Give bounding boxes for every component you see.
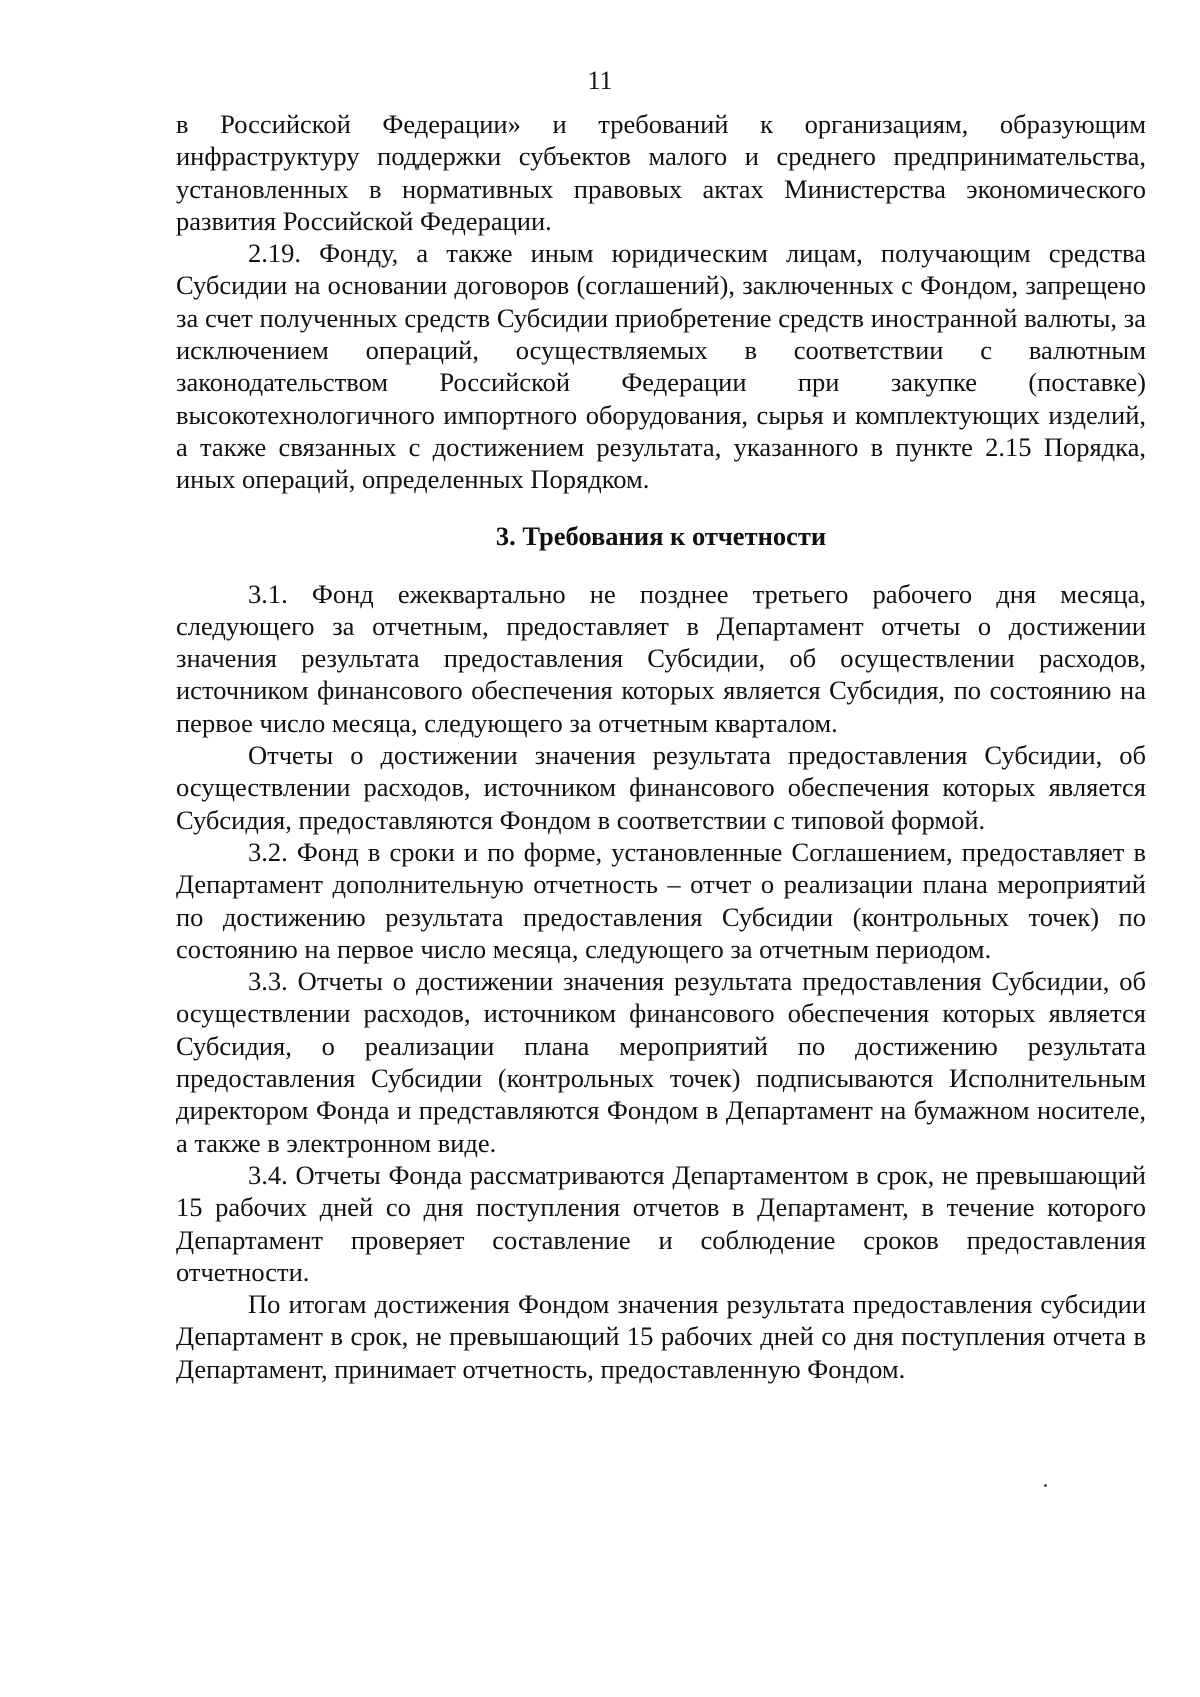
paragraph-2-19: 2.19. Фонду, а также иным юридическим лицам, получающим средства Субсидии на основании договоров (соглашений), заключенных с Фондом, запрещено за счет полученных средств Субсидии приобретение средств иностранной валюты, за исключением операций, осуществляемых в соответствии с валютным законодательством Российской Федерации при закупке (поставке) высокотехнологичного импортного оборудования, сырья и комплектующих изделий, а также связанных с достижением результата, указанного в пункте 2.15 Порядка, иных операций, определенных Порядком.: [176, 238, 1146, 495]
paragraph-3-1-reports: Отчеты о достижении значения результата предоставления Субсидии, об осуществлении расходов, источником финансового обеспечения которых является Субсидия, предоставляются Фондом в соответствии с типовой формой.: [176, 740, 1146, 835]
paragraph-3-4: 3.4. Отчеты Фонда рассматриваются Департаментом в срок, не превышающий 15 рабочих дней со дня поступления отчетов в Департамент, в течение которого Департамент проверяет составление и соблюдение сроков предоставления отчетности.: [176, 1159, 1146, 1287]
paragraph-3-1: 3.1. Фонд ежеквартально не позднее третьего рабочего дня месяца, следующего за отчетным, предоставляет в Департамент отчеты о достижении значения результата предоставления Субсидии, об осуществлении расходов, источником финансового обеспечения которых является Субсидия, по состоянию на первое число месяца, следующего за отчетным кварталом.: [176, 578, 1146, 738]
paragraph-3-3: 3.3. Отчеты о достижении значения результата предоставления Субсидии, об осуществлении расходов, источником финансового обеспечения которых является Субсидия, о реализации плана мероприятий по достижению результата предоставления Субсидии (контрольных точек) подписываются Исполнительным директором Фонда и представляются Фондом в Департамент на бумажном носителе, а также в электронном виде.: [176, 966, 1146, 1158]
paragraph-3-2: 3.2. Фонд в сроки и по форме, установленные Соглашением, предоставляет в Департамент дополнительную отчетность – отчет о реализации плана мероприятий по достижению результата предоставления Субсидии (контрольных точек) по состоянию на первое число месяца, следующего за отчетным периодом.: [176, 836, 1146, 964]
page-number: 11: [587, 66, 613, 95]
document-body: [176, 108, 1146, 1385]
scan-dot: [1044, 1484, 1047, 1487]
section-heading: 3. Требования к отчетности: [495, 520, 827, 551]
paragraph-continuation: в Российской Федерации» и требований к организациям, образующим инфраструктуру поддержки субъектов малого и среднего предпринимательства, установленных в нормативных правовых актах Министерства экономического развития Российской Федерации.: [176, 109, 1146, 236]
paragraph-results: По итогам достижения Фондом значения результата предоставления субсидии Департамент в срок, не превышающий 15 рабочих дней со дня поступления отчета в Департамент, принимает отчетность, предоставленную Фондом.: [176, 1289, 1146, 1384]
